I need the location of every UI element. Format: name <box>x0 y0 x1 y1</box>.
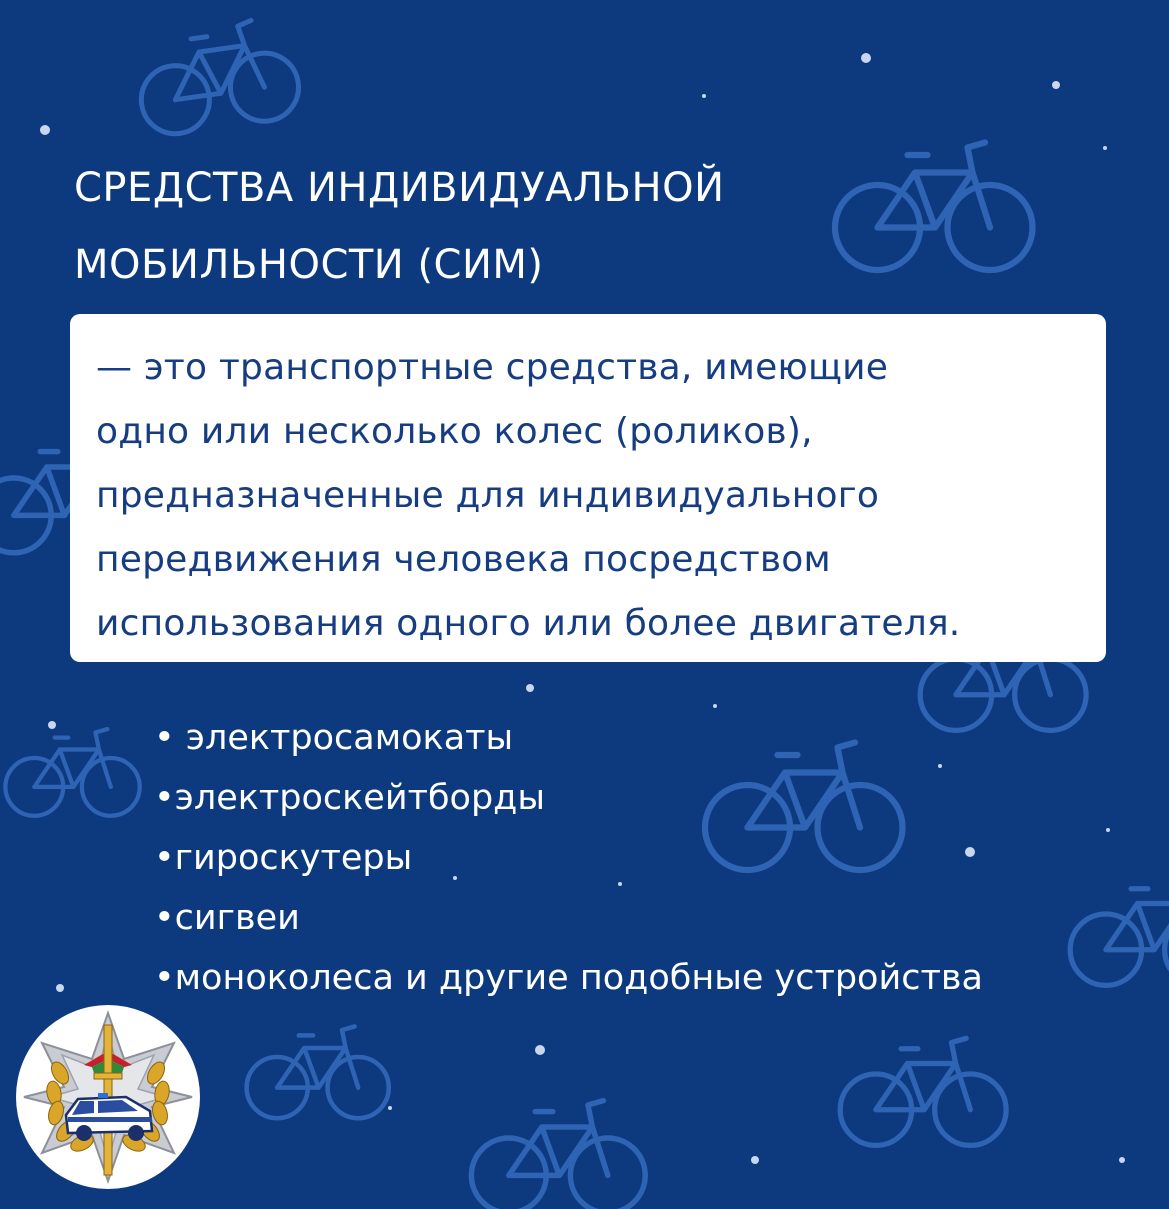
page-title <box>74 150 874 304</box>
device-list <box>154 708 983 1008</box>
bicycle-icon <box>471 1101 645 1209</box>
definition-line: одно или несколько колес (роликов), <box>96 411 813 452</box>
list-item: •электроскейтборды <box>154 778 546 818</box>
list-item: •сигвеи <box>154 898 300 938</box>
traffic-police-emblem-logo <box>14 1003 202 1191</box>
definition-line: использования одного или более двигателя. <box>96 603 961 644</box>
definition-line: — это транспортные средства, имеющие <box>96 347 889 388</box>
definition-line: передвижения человека посредством <box>96 539 831 580</box>
list-item: • электросамокаты <box>154 718 514 758</box>
title-line-2: МОБИЛЬНОСТИ (СИМ) <box>74 242 544 288</box>
bicycle-icon <box>1070 878 1169 985</box>
bicycle-icon <box>132 15 303 138</box>
definition-line: предназначенные для индивидуального <box>96 475 880 516</box>
definition-card <box>70 314 1106 662</box>
bicycle-icon <box>5 729 139 816</box>
list-item: •моноколеса и другие подобные устройства <box>154 958 983 998</box>
bicycle-icon <box>840 1038 1006 1145</box>
title-line-1: СРЕДСТВА ИНДИВИДУАЛЬНОЙ <box>74 165 725 211</box>
list-item: •гироскутеры <box>154 838 413 878</box>
bicycle-icon <box>247 1026 389 1118</box>
